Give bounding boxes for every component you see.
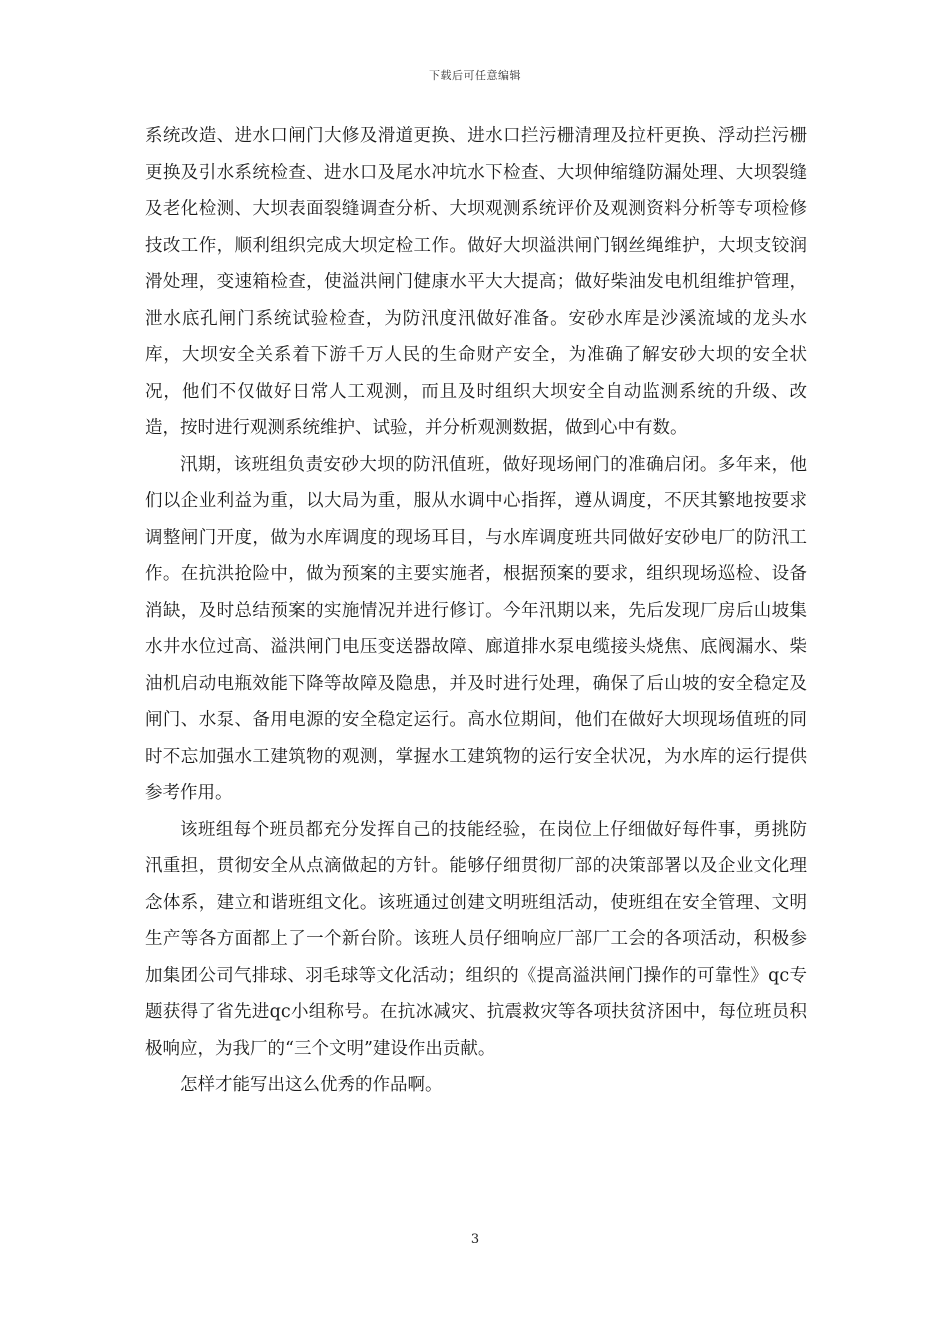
paragraph-1: 系统改造、进水口闸门大修及滑道更换、进水口拦污栅清理及拉杆更换、浮动拦污栅更换及引水系统检查、进水口及尾水冲坑水下检查、大坝伸缩缝防漏处理、大坝裂缝及老化检测、大坝表面裂缝调查分析、大坝观测系统评价及观测资料分析等专项检修技改工作，顺利组织完成大坝定检工作。做好大坝溢洪闸门钢丝绳维护，大坝支铰润滑处理，变速箱检查，使溢洪闸门健康水平大大提高；做好柴油发电机组维护管理，泄水底孔闸门系统试验检查，为防汛度汛做好准备。安砂水库是沙溪流域的龙头水库，大坝安全关系着下游千万人民的生命财产安全，为准确了解安砂大坝的安全状况，他们不仅做好日常人工观测，而且及时组织大坝安全自动监测系统的升级、改造，按时进行观测系统维护、试验，并分析观测数据，做到心中有数。 bbox=[145, 126, 807, 438]
page-header: 下载后可任意编辑 bbox=[429, 69, 521, 82]
paragraph-3: 该班组每个班员都充分发挥自己的技能经验，在岗位上仔细做好每件事，勇挑防汛重担，贯彻安全从点滴做起的方针。能够仔细贯彻厂部的决策部署以及企业文化理念体系，建立和谐班组文化。该班通过创建文明班组活动，使班组在安全管理、文明生产等各方面都上了一个新台阶。该班人员仔细响应厂部厂工会的各项活动，积极参加集团公司气排球、羽毛球等文化活动；组织的《提高溢洪闸门操作的可靠性》qc专题获得了省先进qc小组称号。在抗冰减灾、抗震救灾等各项扶贫济困中，每位班员积极响应，为我厂的“三个文明”建设作出贡献。 bbox=[145, 819, 807, 1059]
paragraph-2: 汛期，该班组负责安砂大坝的防汛值班，做好现场闸门的准确启闭。多年来，他们以企业利益为重，以大局为重，服从水调中心指挥，遵从调度，不厌其繁地按要求调整闸门开度，做为水库调度的现场耳目，与水库调度班共同做好安砂电厂的防汛工作。在抗洪抢险中，做为预案的主要实施者，根据预案的要求，组织现场巡检、设备消缺，及时总结预案的实施情况并进行修订。今年汛期以来，先后发现厂房后山坡集水井水位过高、溢洪闸门电压变送器故障、廊道排水泵电缆接头烧焦、底阀漏水、柴油机启动电瓶效能下降等故障及隐患，并及时进行处理，确保了后山坡的安全稳定及闸门、水泵、备用电源的安全稳定运行。高水位期间，他们在做好大坝现场值班的同时不忘加强水工建筑物的观测，掌握水工建筑物的运行安全状况，为水库的运行提供参考作用。 bbox=[145, 454, 807, 803]
document-body bbox=[145, 118, 807, 1104]
page-number: 3 bbox=[470, 1232, 480, 1247]
paragraph-4: 怎样才能写出这么优秀的作品啊。 bbox=[180, 1075, 443, 1095]
